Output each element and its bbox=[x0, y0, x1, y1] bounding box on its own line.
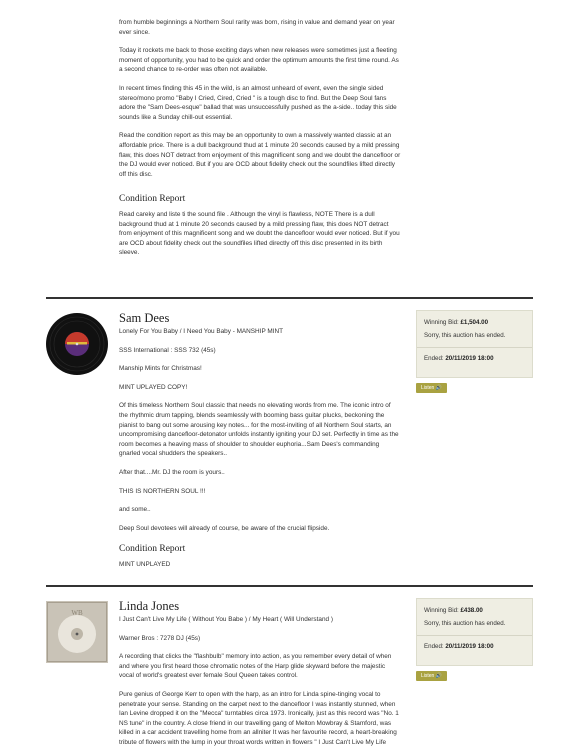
description-paragraph: Of this timeless Northern Soul classic that needs no elevating words from me. The iconic intro of the rhythmic drum tapping, blends seamlessly with booming bass guitar plucks, beckoning the pianist to bang out some arousing key notes... for the most-inviting of all Northern Soul starts, an uncompromising dancefloor-detonator unfolds instantly igniting your DJ set. Perfectly in time as the room becomes a heaving mass of shoulder to shoulder euphoria...Sam Dees's commanding gnarled vocal shudders the speakers.. bbox=[119, 402, 399, 458]
record-title: Lonely For You Baby / I Need You Baby - MANSHIP MINT bbox=[119, 328, 283, 335]
listing-linda-jones bbox=[46, 585, 533, 750]
description-paragraph: and some.. bbox=[119, 506, 151, 514]
ended-date bbox=[417, 636, 532, 650]
artist-name[interactable]: Linda Jones bbox=[119, 599, 180, 613]
auction-status: Sorry, this auction has ended. bbox=[424, 620, 506, 627]
condition-report-text: MINT UNPLAYED bbox=[119, 560, 171, 568]
description-paragraph: A recording that clicks the "flashbulb" memory into action, as you remember every detail of when and where you first heard those chromatic notes of the Harp glide skyward before the majestic vocal of world's greatest ever female Soul Queen takes control. bbox=[119, 653, 392, 680]
record-label: Warner Bros : 7278 DJ (45s) bbox=[119, 634, 201, 642]
winning-bid bbox=[417, 599, 532, 614]
bid-panel bbox=[416, 598, 533, 666]
description-paragraph: After that....Mr. DJ the room is yours.. bbox=[119, 468, 225, 476]
description-paragraph: Read the condition report as this may be an opportunity to own a massively wanted classic at an affordable price. There is a dull background thud at 1 minute 20 seconds caused by a mild pressing flaw, this does NOT detract from enjoyment of this magnificent song and we doubt the dancefloor or the DJ would ever noticed. But if you are OCD about fidelity check out the soundfiles lifted directly off this disc. bbox=[119, 132, 401, 178]
description-paragraph: from humble beginnings a Northern Soul rarity was born, rising in value and demand year on year ever since. bbox=[119, 19, 395, 36]
listing-content bbox=[119, 599, 401, 750]
winning-bid-label: Winning Bid: bbox=[424, 607, 459, 614]
condition-report-heading: Condition Report bbox=[119, 544, 186, 555]
listen-button[interactable] bbox=[416, 671, 447, 681]
winning-bid-label: Winning Bid: bbox=[424, 319, 459, 326]
record-title: I Just Can't Live My Life ( Without You Babe ) / My Heart ( Will Understand ) bbox=[119, 616, 333, 623]
ended-value: 20/11/2019 18:00 bbox=[445, 355, 494, 362]
vinyl-record-icon bbox=[46, 313, 108, 375]
record-label: SSS International : SSS 732 (45s) bbox=[119, 346, 216, 354]
listen-button[interactable] bbox=[416, 383, 447, 393]
ended-label: Ended: bbox=[424, 643, 444, 650]
ended-label: Ended: bbox=[424, 355, 444, 362]
winning-bid-amount: £438.00 bbox=[460, 607, 483, 614]
svg-text:WB: WB bbox=[71, 609, 83, 617]
artist-name[interactable]: Sam Dees bbox=[119, 311, 170, 325]
condition-report-heading: Condition Report bbox=[119, 194, 186, 205]
ended-date bbox=[417, 348, 532, 362]
description-paragraph: In recent times finding this 45 in the wild, is an almost unheard of event, even the single sided stereo/mono promo "Baby I Cried, Cired, Cried " is a tough disc to find. But the Deep Soul fans adore the "Sam Dees-esque" ballad that was unsuccessfully pushed as the a-side.. today this side sounds like a Sunday chill-out essential. bbox=[119, 84, 397, 121]
description-paragraph: Deep Soul devotees will already of course, be aware of the crucial flipside. bbox=[119, 524, 330, 532]
description-paragraph: Today it rockets me back to those exciting days when new releases were sometimes just a fleeting moment of opportunity, you had to be quick and order the optimum amounts the first time round. As a second chance to re-order was often not available. bbox=[119, 47, 399, 74]
ended-value: 20/11/2019 18:00 bbox=[445, 643, 494, 650]
listen-label: Listen bbox=[421, 673, 435, 679]
listing-sam-dees bbox=[46, 297, 533, 584]
record-sleeve-icon bbox=[46, 601, 108, 663]
listing-content bbox=[119, 311, 401, 579]
description-paragraph: THIS IS NORTHERN SOUL !!! bbox=[119, 487, 206, 495]
speaker-icon: 🔊 bbox=[435, 673, 442, 679]
record-image[interactable] bbox=[46, 601, 108, 663]
record-image[interactable] bbox=[46, 313, 108, 375]
listen-label: Listen bbox=[421, 385, 435, 391]
bid-panel bbox=[416, 310, 533, 378]
winning-bid-amount: £1,504.00 bbox=[460, 319, 489, 326]
winning-bid bbox=[417, 311, 532, 326]
auction-status: Sorry, this auction has ended. bbox=[424, 332, 506, 339]
previous-listing-description bbox=[119, 18, 401, 267]
description-paragraph: Manship Mints for Christmas! bbox=[119, 365, 202, 373]
speaker-icon: 🔊 bbox=[435, 385, 442, 391]
description-paragraph: Pure genius of George Kerr to open with the harp, as an intro for Linda spine-tinging vocal to penetrate your sense. Standing on the carpet next to the dancefloor I was instantly stunned, when Ian Levine dropped it on the "Mecca" turntables circa 1973. Ironically, just as this record was "No. 1 NS tune" in the country. A close friend in our travelling gang of Melton Mowbray & Stamford, was killed in a car accident travelling home from an allniter It was her favourite record, a heart-breaking tribute of flowers with the lump in your throat words written in flowers " I Just Can't Live My Life bbox=[119, 690, 399, 746]
condition-report-text: Read careky and liste ti the sound file . Althougn the vinyl is flawless, NOTE There is a dull background thud at 1 minute 20 seconds caused by a mild pressing flaw, this does NOT detract from enjoyment of this magnificent song and we doubt the dancefloor would ever noticed. But if you are OCD about fidelity check out the soundfiles lifted directly off this disc presented in its birth sleeve. bbox=[119, 210, 400, 257]
description-paragraph: MINT UPLAYED COPY! bbox=[119, 383, 188, 391]
